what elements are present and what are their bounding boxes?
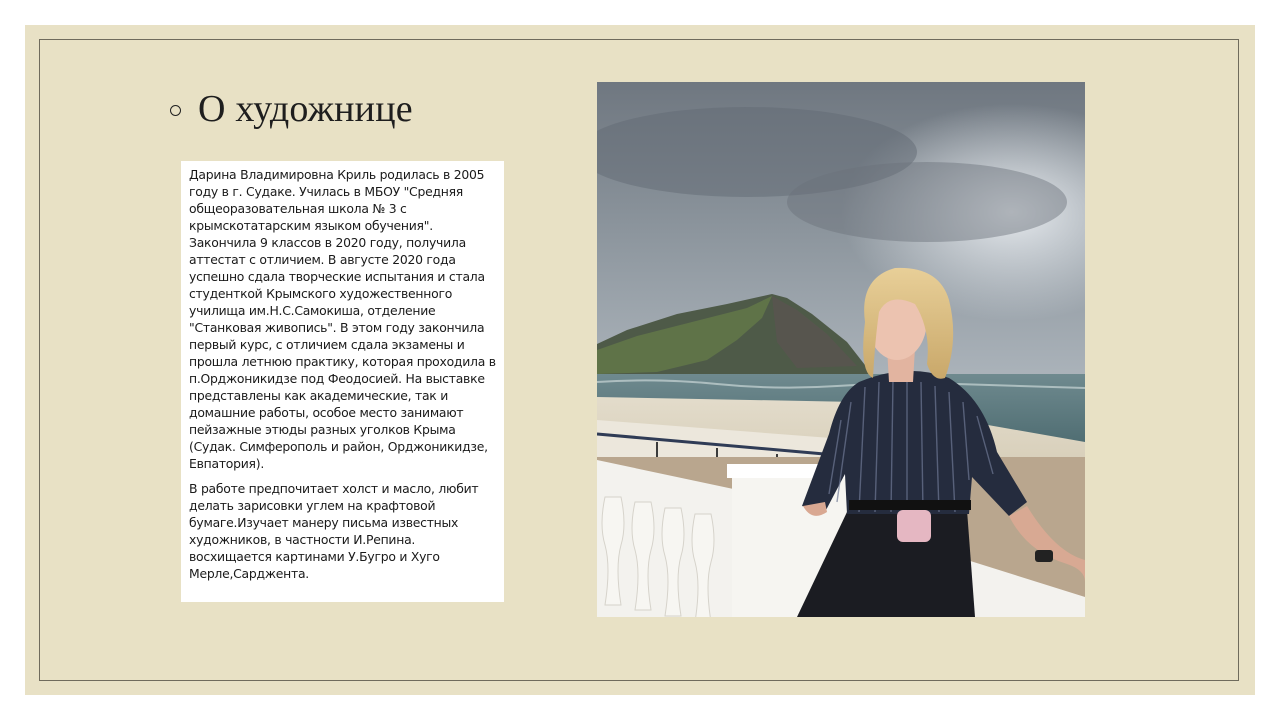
biography-paragraph-2: В работе предпочитает холст и масло, любит делать зарисовки углем на крафтовой бумаге.Изучает манеру письма известных художников, в частности И.Репина. восхищается картинами У.Бугро и Хуго Мерле,Сарджента. (189, 481, 479, 581)
biography-text-box (181, 161, 504, 602)
artist-photo (597, 82, 1085, 617)
bullet-circle-icon (170, 105, 181, 116)
title-row (170, 87, 413, 131)
slide (25, 25, 1255, 695)
slide-title: О художнице (198, 88, 413, 130)
biography-paragraph-1: Дарина Владимировна Криль родилась в 2005 году в г. Судаке. Училась в МБОУ "Средняя общеоразовательная школа № 3 с крымскотатарским языком обучения". Закончила 9 классов в 2020 году, получила аттестат с отличием. В августе 2020 года успешно сдала творческие испытания и стала студенткой Крымского художественного училища им.Н.С.Самокиша, отделение "Станковая живопись". В этом году закончила первый курс, с отличием сдала экзамены и прошла летнюю практику, которая проходила в п.Орджоникидзе под Феодосией. На выставке представлены как академические, так и домашние работы, особое место занимают пейзажные этюды разных уголков Крыма (Судак. Симферополь и район, Орджоникидзе, Евпатория). (189, 167, 496, 471)
